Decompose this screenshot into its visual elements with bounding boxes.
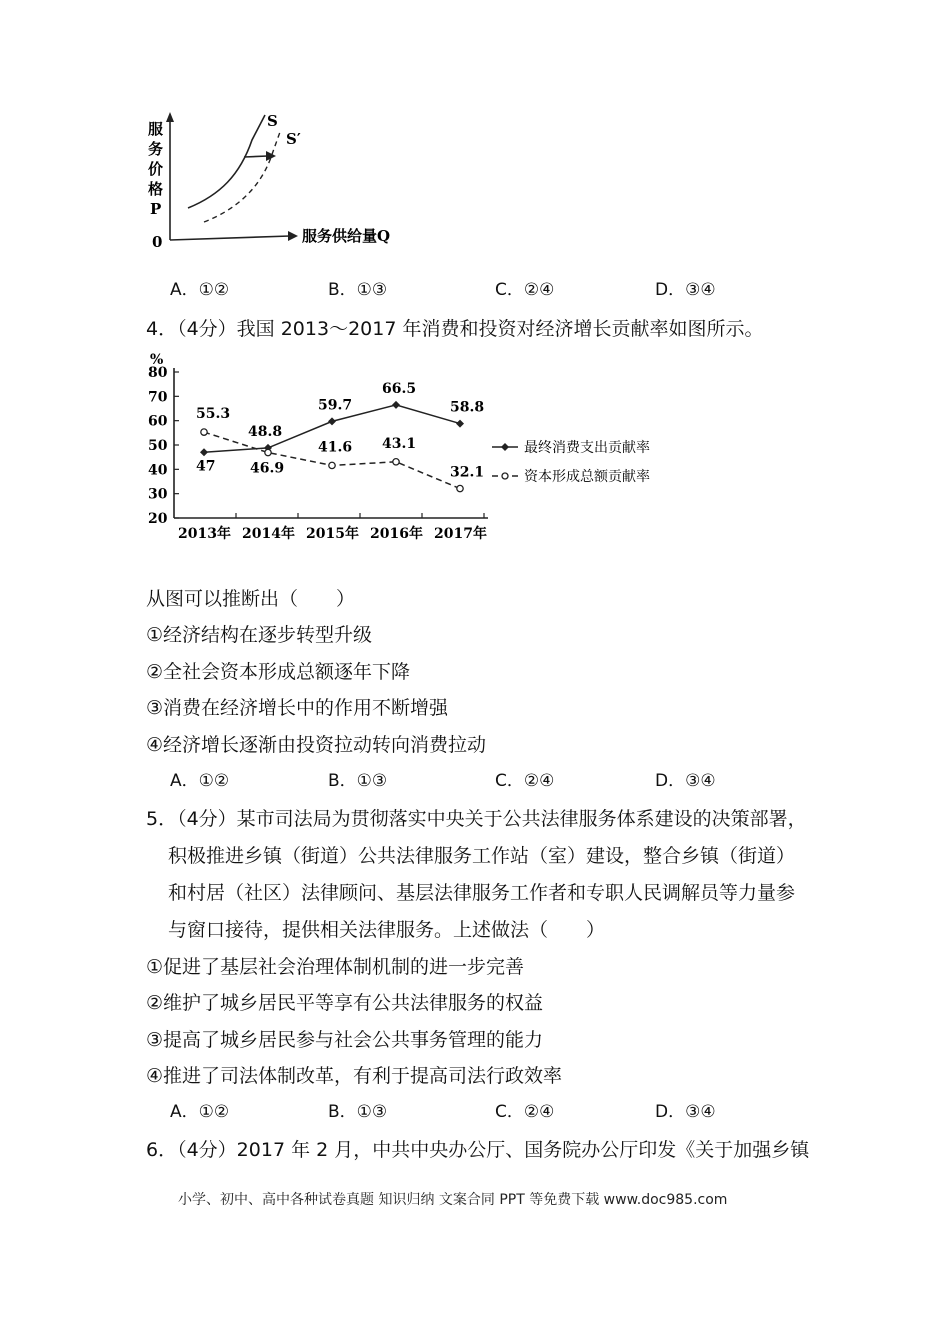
y-axis-char-5: P	[150, 200, 162, 218]
q5-option-a: A．①②	[170, 1102, 230, 1122]
curve-s-prime	[204, 132, 280, 222]
y-tick-label: 60	[148, 413, 168, 430]
data-point	[265, 449, 271, 455]
data-label: 46.9	[250, 460, 285, 477]
q5-statement-2: ②维护了城乡居民平等享有公共法律服务的权益	[146, 992, 544, 1014]
supply-price-chart	[140, 110, 420, 260]
q3-option-b: B．①③	[328, 280, 388, 300]
x-tick-label: 2017年	[434, 526, 487, 542]
q5-stem-line-2: 积极推进乡镇（街道）公共法律服务工作站（室）建设，整合乡镇（街道）	[168, 845, 796, 867]
data-label: 43.1	[382, 435, 417, 452]
data-label: 32.1	[450, 464, 485, 481]
q4-stem: 4．（4分）我国 2013～2017 年消费和投资对经济增长贡献率如图所示。	[146, 318, 764, 340]
legend-label: 最终消费支出贡献率	[524, 440, 650, 456]
q3-option-d: D．③④	[655, 280, 716, 300]
legend-label: 资本形成总额贡献率	[524, 469, 650, 485]
data-label: 47	[196, 458, 216, 475]
data-point	[457, 485, 463, 491]
q6-stem: 6．（4分）2017 年 2 月，中共中央办公厅、国务院办公厅印发《关于加强乡镇	[146, 1139, 810, 1161]
q4-prompt: 从图可以推断出（ ）	[146, 588, 356, 610]
q5-stem-line-3: 和村居（社区）法律顾问、基层法律服务工作者和专职人民调解员等力量参	[168, 882, 796, 904]
data-label: 55.3	[196, 406, 231, 423]
data-label: 41.6	[318, 439, 353, 456]
q3-option-c: C．②④	[495, 280, 555, 300]
y-tick-label: 40	[148, 462, 168, 479]
q4-statement-2: ②全社会资本形成总额逐年下降	[146, 661, 411, 683]
data-point	[392, 401, 400, 409]
q4-statement-1: ①经济结构在逐步转型升级	[146, 624, 373, 646]
data-point	[201, 429, 207, 435]
y-tick-label: 50	[148, 438, 168, 454]
data-label: 58.8	[450, 399, 485, 416]
y-tick-label: 20	[148, 511, 168, 527]
x-axis	[170, 236, 290, 240]
data-point	[328, 417, 336, 425]
data-label: 66.5	[382, 380, 417, 397]
x-tick-label: 2013年	[178, 526, 231, 542]
q5-option-c: C．②④	[495, 1102, 555, 1122]
x-tick-label: 2014年	[242, 526, 295, 542]
x-axis-arrow	[288, 231, 298, 241]
q4-option-b: B．①③	[328, 771, 388, 791]
q3-option-a: A．①②	[170, 280, 230, 300]
data-point	[393, 459, 399, 465]
x-tick-label: 2016年	[370, 526, 423, 542]
data-label: 59.7	[318, 397, 353, 414]
data-point	[329, 462, 335, 468]
y-tick-label: 30	[148, 486, 168, 503]
y-tick-label: 70	[148, 389, 168, 406]
q5-stem-line-4: 与窗口接待，提供相关法律服务。上述做法（ ）	[168, 919, 606, 941]
y-axis-char-3: 价	[148, 160, 164, 178]
shift-arrow-head	[266, 151, 276, 161]
y-axis-char-2: 务	[148, 140, 164, 158]
curve-s	[188, 115, 265, 208]
q4-statement-3: ③消费在经济增长中的作用不断增强	[146, 697, 449, 719]
y-axis-char-4: 格	[148, 180, 164, 198]
q5-statement-4: ④推进了司法体制改革，有利于提高司法行政效率	[146, 1065, 563, 1087]
y-axis-unit-label: %	[150, 352, 164, 368]
y-tick-label: 80	[148, 365, 168, 381]
legend-marker	[501, 443, 509, 451]
q4-option-d: D．③④	[655, 771, 716, 791]
shift-arrow	[244, 156, 268, 157]
data-point	[200, 448, 208, 456]
q4-option-a: A．①②	[170, 771, 230, 791]
data-label: 48.8	[248, 423, 283, 440]
q5-option-b: B．①③	[328, 1102, 388, 1122]
q5-stem-line-1: 5．（4分）某市司法局为贯彻落实中央关于公共法律服务体系建设的决策部署，	[146, 808, 807, 830]
contribution-line-chart	[140, 352, 680, 552]
page-footer: 小学、初中、高中各种试卷真题 知识归纳 文案合同 PPT 等免费下载 www.doc985.com	[178, 1192, 728, 1208]
q5-statement-3: ③提高了城乡居民参与社会公共事务管理的能力	[146, 1029, 544, 1051]
origin-label: 0	[152, 233, 163, 251]
q4-option-c: C．②④	[495, 771, 555, 791]
x-tick-label: 2015年	[306, 526, 359, 542]
curve-s-label: S	[267, 112, 278, 130]
q5-statement-1: ①促进了基层社会治理体制机制的进一步完善	[146, 956, 525, 978]
q4-statement-4: ④经济增长逐渐由投资拉动转向消费拉动	[146, 734, 487, 756]
legend-marker	[502, 473, 508, 479]
y-axis-arrow	[166, 112, 174, 122]
curve-s-prime-label: S′	[286, 130, 301, 148]
x-axis-label: 服务供给量Q	[302, 227, 391, 245]
data-point	[456, 420, 464, 428]
y-axis-char-1: 服	[148, 120, 164, 138]
q5-option-d: D．③④	[655, 1102, 716, 1122]
